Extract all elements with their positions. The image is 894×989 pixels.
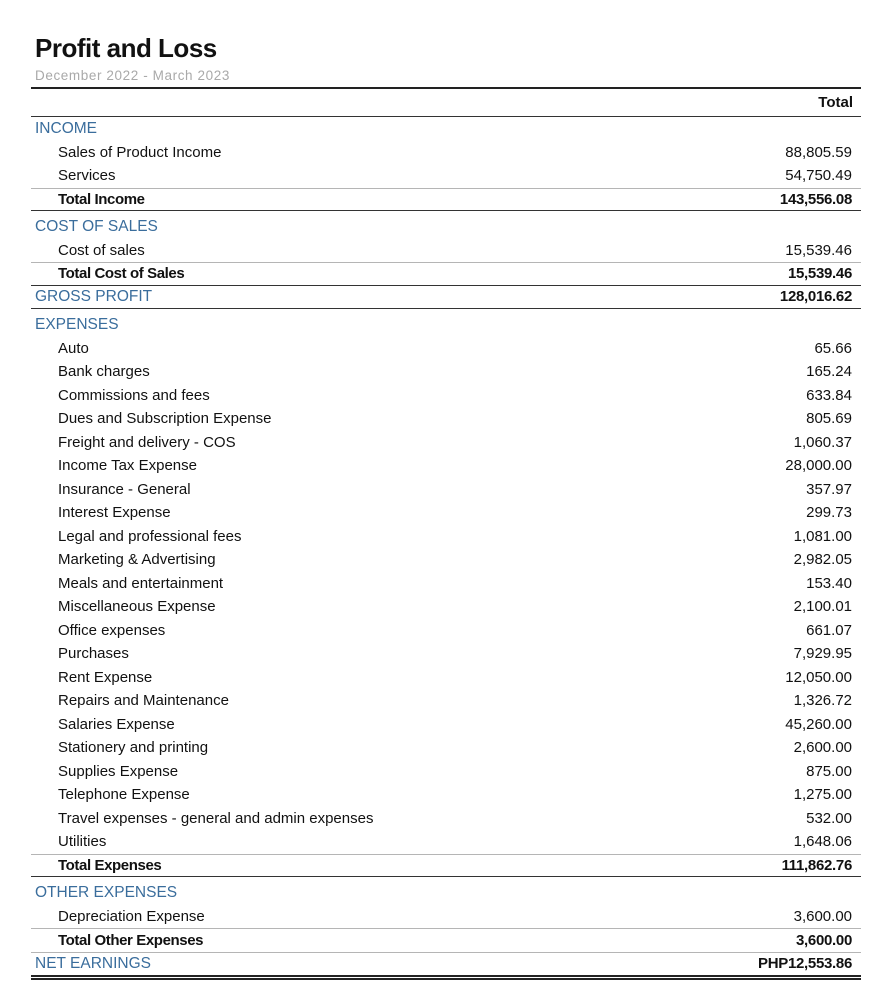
row-amount: 1,081.00 bbox=[793, 527, 852, 545]
row-amount: 2,600.00 bbox=[793, 739, 852, 757]
expense-row bbox=[31, 384, 861, 408]
row-amount: 875.00 bbox=[806, 762, 852, 780]
total-income-label: Total Income bbox=[58, 190, 145, 208]
total-expenses-amount: 111,862.76 bbox=[781, 856, 852, 874]
row-label: Services bbox=[58, 167, 116, 185]
gross-profit-row bbox=[31, 286, 861, 310]
income-row bbox=[31, 164, 861, 188]
expense-row bbox=[31, 360, 861, 384]
expense-row bbox=[31, 807, 861, 831]
expense-row bbox=[31, 830, 861, 854]
row-amount: 2,982.05 bbox=[793, 551, 852, 569]
expense-row bbox=[31, 619, 861, 643]
row-amount: 54,750.49 bbox=[785, 167, 852, 185]
row-amount: 165.24 bbox=[806, 363, 852, 381]
cost-of-sales-row bbox=[31, 239, 861, 263]
expense-row bbox=[31, 431, 861, 455]
row-amount: 299.73 bbox=[806, 504, 852, 522]
other-expenses-heading: OTHER EXPENSES bbox=[35, 883, 178, 901]
row-amount: 1,275.00 bbox=[793, 786, 852, 804]
total-cost-of-sales-row bbox=[31, 262, 861, 286]
net-earnings-amount: PHP12,553.86 bbox=[758, 955, 852, 973]
total-income-row bbox=[31, 188, 861, 212]
total-other-expenses-row bbox=[31, 928, 861, 952]
expenses-heading: EXPENSES bbox=[35, 315, 119, 333]
row-label: Legal and professional fees bbox=[58, 527, 242, 545]
row-label: Freight and delivery - COS bbox=[58, 433, 236, 451]
row-label: Sales of Product Income bbox=[58, 143, 222, 161]
report-table bbox=[31, 117, 861, 980]
net-earnings-label: NET EARNINGS bbox=[35, 954, 151, 972]
row-label: Purchases bbox=[58, 645, 129, 663]
row-amount: 357.97 bbox=[806, 480, 852, 498]
top-rule bbox=[31, 87, 861, 89]
expense-row bbox=[31, 736, 861, 760]
expense-row bbox=[31, 783, 861, 807]
row-label: Dues and Subscription Expense bbox=[58, 410, 272, 428]
expense-row bbox=[31, 337, 861, 361]
total-cost-of-sales-amount: 15,539.46 bbox=[787, 265, 852, 283]
cost-of-sales-section-heading bbox=[31, 215, 861, 239]
row-amount: 633.84 bbox=[806, 386, 852, 404]
expense-row bbox=[31, 713, 861, 737]
column-header-total: Total bbox=[818, 94, 853, 111]
row-amount: 15,539.46 bbox=[785, 241, 852, 259]
expense-row bbox=[31, 501, 861, 525]
total-other-expenses-label: Total Other Expenses bbox=[58, 931, 204, 949]
row-label: Telephone Expense bbox=[58, 786, 190, 804]
row-label: Marketing & Advertising bbox=[58, 551, 216, 569]
row-amount: 28,000.00 bbox=[785, 457, 852, 475]
row-label: Salaries Expense bbox=[58, 715, 175, 733]
row-label: Commissions and fees bbox=[58, 386, 210, 404]
row-amount: 661.07 bbox=[806, 621, 852, 639]
income-section-heading bbox=[31, 117, 861, 141]
row-amount: 1,648.06 bbox=[793, 833, 852, 851]
row-amount: 45,260.00 bbox=[785, 715, 852, 733]
expense-row bbox=[31, 548, 861, 572]
total-expenses-row bbox=[31, 854, 861, 878]
row-label: Stationery and printing bbox=[58, 739, 209, 757]
row-amount: 3,600.00 bbox=[793, 907, 852, 925]
income-heading: INCOME bbox=[35, 119, 97, 137]
other-expense-row bbox=[31, 905, 861, 929]
expense-row bbox=[31, 689, 861, 713]
row-amount: 65.66 bbox=[814, 339, 852, 357]
row-amount: 805.69 bbox=[806, 410, 852, 428]
expense-row bbox=[31, 760, 861, 784]
income-row bbox=[31, 141, 861, 165]
row-label: Income Tax Expense bbox=[58, 457, 197, 475]
net-earnings-double-rule bbox=[31, 975, 861, 980]
row-amount: 532.00 bbox=[806, 809, 852, 827]
row-label: Supplies Expense bbox=[58, 762, 179, 780]
expense-row bbox=[31, 666, 861, 690]
row-amount: 153.40 bbox=[806, 574, 852, 592]
gross-profit-amount: 128,016.62 bbox=[779, 288, 852, 306]
row-amount: 7,929.95 bbox=[793, 645, 852, 663]
row-label: Repairs and Maintenance bbox=[58, 692, 229, 710]
total-income-amount: 143,556.08 bbox=[779, 190, 852, 208]
expense-row bbox=[31, 595, 861, 619]
expenses-section-heading bbox=[31, 313, 861, 337]
expense-row bbox=[31, 642, 861, 666]
total-other-expenses-amount: 3,600.00 bbox=[796, 931, 852, 949]
expense-row bbox=[31, 407, 861, 431]
row-amount: 1,060.37 bbox=[793, 433, 852, 451]
total-cost-of-sales-label: Total Cost of Sales bbox=[58, 265, 185, 283]
report-period: December 2022 - March 2023 bbox=[35, 68, 230, 83]
row-amount: 12,050.00 bbox=[785, 668, 852, 686]
row-amount: 2,100.01 bbox=[793, 598, 852, 616]
gross-profit-label: GROSS PROFIT bbox=[35, 287, 153, 305]
row-label: Office expenses bbox=[58, 621, 166, 639]
row-label: Travel expenses - general and admin expenses bbox=[58, 809, 374, 827]
row-label: Miscellaneous Expense bbox=[58, 598, 216, 616]
report-title: Profit and Loss bbox=[35, 33, 217, 63]
row-label: Insurance - General bbox=[58, 480, 191, 498]
other-expenses-section-heading bbox=[31, 881, 861, 905]
row-label: Depreciation Expense bbox=[58, 907, 205, 925]
row-label: Rent Expense bbox=[58, 668, 153, 686]
expense-row bbox=[31, 478, 861, 502]
row-label: Cost of sales bbox=[58, 241, 145, 259]
total-expenses-label: Total Expenses bbox=[58, 856, 162, 874]
row-amount: 88,805.59 bbox=[785, 143, 852, 161]
row-label: Interest Expense bbox=[58, 504, 171, 522]
row-label: Auto bbox=[58, 339, 89, 357]
row-label: Utilities bbox=[58, 833, 107, 851]
row-amount: 1,326.72 bbox=[793, 692, 852, 710]
row-label: Meals and entertainment bbox=[58, 574, 224, 592]
row-label: Bank charges bbox=[58, 363, 150, 381]
expense-row bbox=[31, 454, 861, 478]
expense-row bbox=[31, 572, 861, 596]
expense-row bbox=[31, 525, 861, 549]
net-earnings-row bbox=[31, 952, 861, 976]
cost-of-sales-heading: COST OF SALES bbox=[35, 217, 158, 235]
